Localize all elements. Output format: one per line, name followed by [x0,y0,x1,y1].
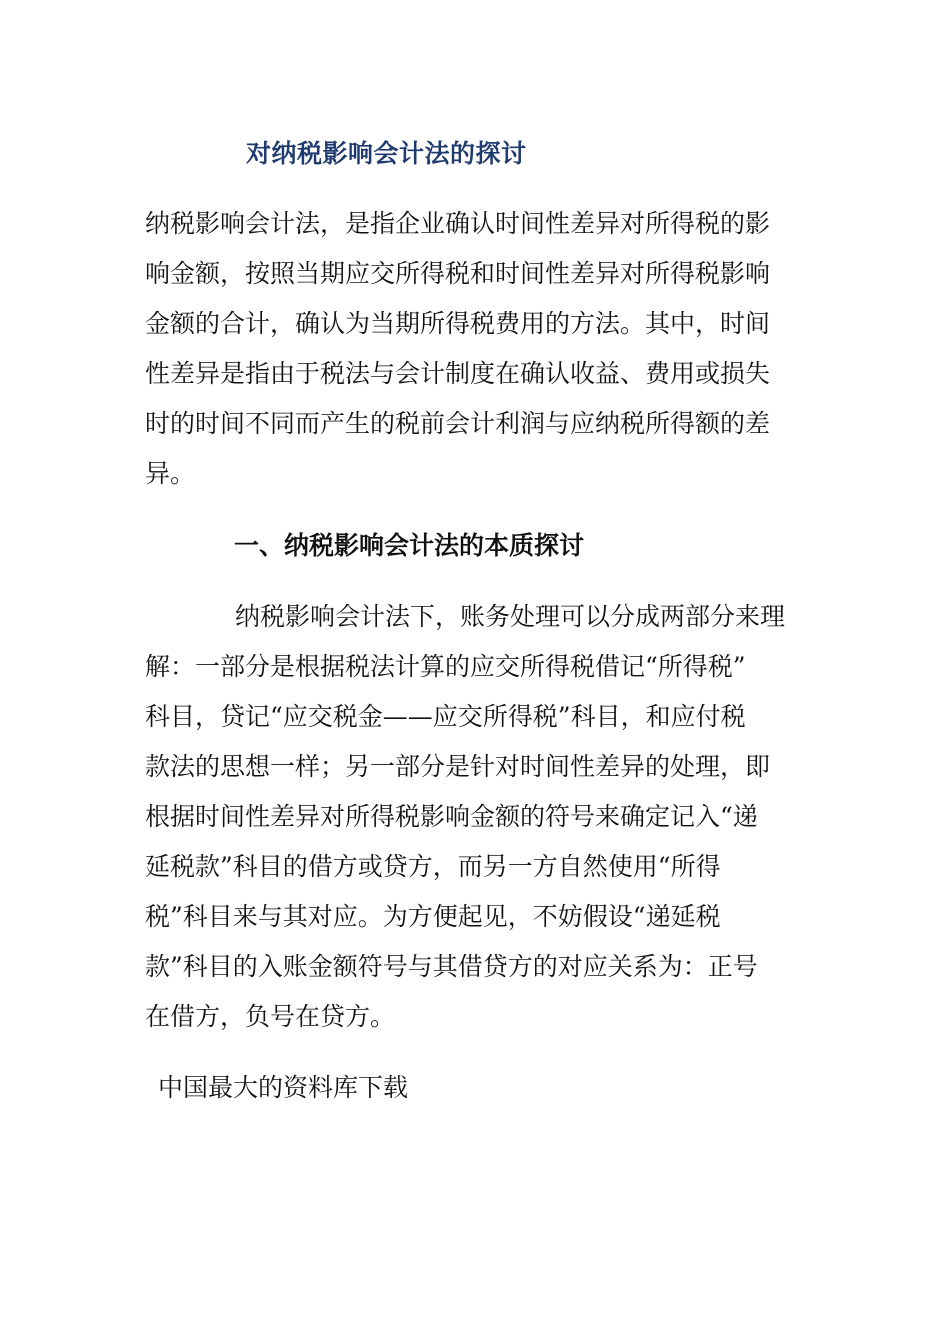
body-line: 纳税影响会计法下，账务处理可以分成两部分来理 [235,602,786,631]
body-line: 根据时间性差异对所得税影响金额的符号来确定记入“递 [145,802,758,831]
body-line: 款法的思想一样；另一部分是针对时间性差异的处理，即 [145,752,771,781]
body-line: 延税款”科目的借方或贷方，而另一方自然使用“所得 [145,852,721,881]
body-line: 税”科目来与其对应。为方便起见，不妨假设“递延税 [145,902,721,931]
section-heading: 一、纳税影响会计法的本质探讨 [234,531,585,560]
body-line: 在借方，负号在贷方。 [145,1002,396,1031]
body-line: 款”科目的入账金额符号与其借贷方的对应关系为：正号 [145,952,758,981]
footer-note: 中国最大的资料库下载 [158,1073,409,1102]
body-line: 科目，贷记“应交税金——应交所得税”科目，和应付税 [145,702,746,731]
intro-paragraph [145,199,795,499]
intro-line: 金额的合计，确认为当期所得税费用的方法。其中，时间 [145,309,771,338]
body-line: 解：一部分是根据税法计算的应交所得税借记“所得税” [145,652,746,681]
body-paragraph [145,592,795,1042]
document-title: 对纳税影响会计法的探讨 [246,139,527,168]
intro-line: 性差异是指由于税法与会计制度在确认收益、费用或损失 [145,359,771,388]
intro-line: 异。 [145,459,196,488]
intro-line: 响金额，按照当期应交所得税和时间性差异对所得税影响 [145,259,771,288]
intro-line: 纳税影响会计法，是指企业确认时间性差异对所得税的影 [145,209,771,238]
intro-line: 时的时间不同而产生的税前会计利润与应纳税所得额的差 [145,409,771,438]
